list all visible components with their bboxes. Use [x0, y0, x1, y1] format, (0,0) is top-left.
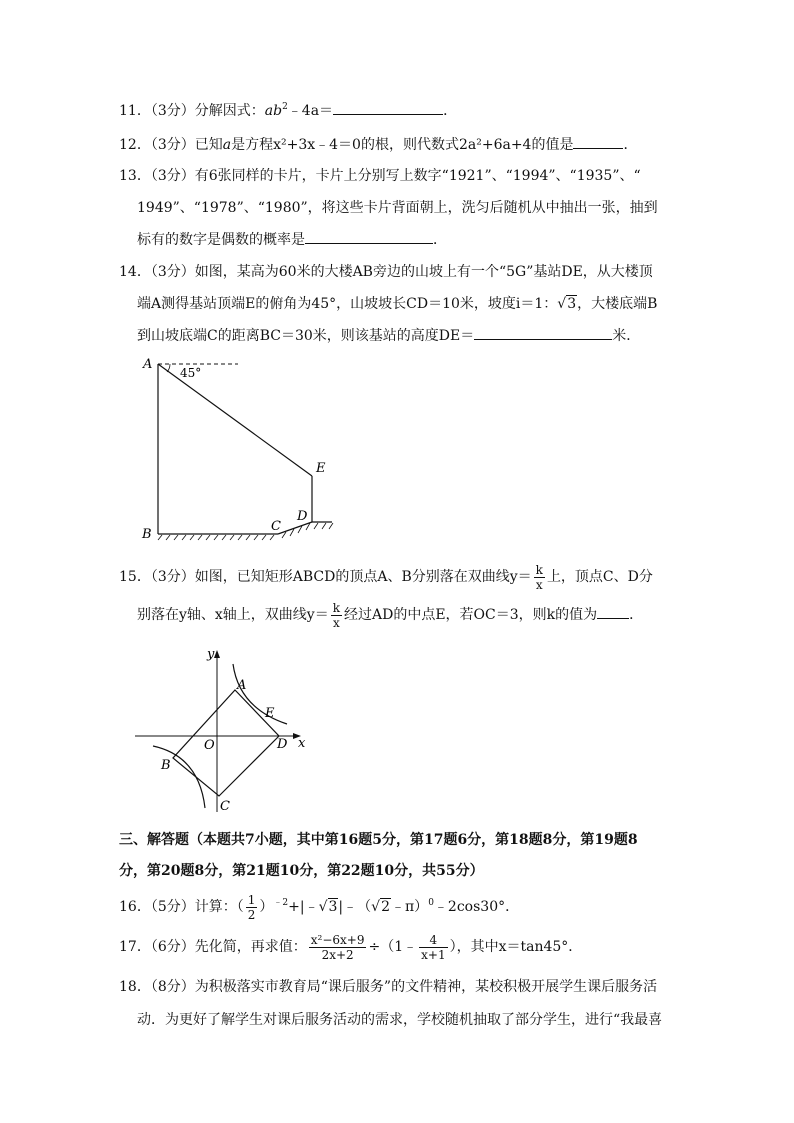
- question-11: 11．（3分）分解因式：$ab^2﹣4a=$ ．: [119, 102, 458, 119]
- section-3-heading-line-2: 分，第20题8分，第21题10分，第22题10分，共55分）: [119, 863, 484, 879]
- question-13-line-3: 标有的数字是偶数的概率是 ．: [137, 229, 447, 250]
- question-12: 12．（3分）已知a是方程x²+3x﹣4＝0的根，则代数式2a²+6a+4的值是 ．: [119, 134, 637, 155]
- question-18: 18．（8分）为积极落实市教育局“课后服务”的文件精神，某校积极开展学生课后服务活: [119, 979, 658, 995]
- figure-15-diagram: [135, 642, 315, 814]
- label-b: B: [142, 527, 152, 542]
- fraction-1: $\frac{\text{x²−6x+9}}{2x+2}$: [310, 932, 365, 962]
- label-e: E: [265, 706, 275, 721]
- angle-label: 45°: [180, 366, 202, 380]
- label-x: x: [298, 736, 306, 751]
- fraction-one-half: $\frac{1}{2}$: [247, 892, 256, 922]
- answer-blank[interactable]: [573, 134, 623, 149]
- fraction-2: $\frac{4}{x+1}$: [421, 932, 446, 962]
- question-18-line-2: 动．为更好了解学生对课后服务活动的需求，学校随机抽取了部分学生，进行“我最喜: [137, 1012, 663, 1028]
- fraction-k-over-x: $\frac{k}{x}$: [535, 562, 543, 592]
- y-axis-arrow: [214, 650, 220, 658]
- rectangle-abcd: [173, 690, 279, 796]
- question-17: 17．（6分）先化简，再求值： $\frac{\text{x²−6x+9}}{2x+2}$ ÷（1﹣ $\frac{4}{x+1}$ ），其中x＝tan45°．: [119, 932, 583, 962]
- label-d: D: [277, 737, 288, 752]
- answer-blank[interactable]: [305, 229, 433, 244]
- question-13-line-2: 1949”、“1978”、“1980”，将这些卡片背面朝上，洗匀后随机从中抽出一张，抽到: [137, 200, 658, 216]
- question-15: 15．（3分）如图，已知矩形ABCD的顶点A、B分别落在双曲线y＝ $\frac{k}{x}$ 上，顶点C、D分: [119, 562, 653, 592]
- ground-hatching: [158, 523, 333, 540]
- label-a: A: [237, 678, 247, 693]
- label-d: D: [297, 509, 308, 524]
- fraction-k-over-x: $\frac{k}{x}$: [332, 600, 340, 630]
- sight-line-ae: [158, 364, 312, 476]
- answer-blank[interactable]: [597, 604, 629, 619]
- label-b: B: [161, 758, 171, 773]
- question-15-line-2: 别落在y轴、x轴上，双曲线y＝ $\frac{k}{x}$ 经过AD的中点E，若OC＝3，则k的值为 ．: [137, 600, 644, 630]
- label-y: y: [207, 647, 215, 662]
- answer-blank[interactable]: [474, 325, 612, 340]
- question-16: 16．（5分）计算：（ $\frac{1}{2}$ ）$^{﹣2}$+|﹣√3|﹣（√2﹣π）$^0$﹣2cos30°．: [119, 892, 520, 922]
- label-c: C: [271, 519, 281, 534]
- figure-14-diagram: [130, 350, 350, 550]
- answer-blank[interactable]: [333, 100, 443, 115]
- question-14-line-2: 端A测得基站顶端E的俯角为45°，山坡坡长CD＝10米，坡度i＝1：√3，大楼底端B: [137, 296, 658, 312]
- question-13: 13．（3分）有6张同样的卡片，卡片上分别写上数字“1921”、“1994”、“1935”、“: [119, 168, 641, 184]
- label-a: A: [143, 357, 153, 372]
- label-c: C: [220, 799, 230, 814]
- hyperbola-lower: [153, 746, 205, 808]
- label-e: E: [316, 461, 326, 476]
- section-3-heading: 三、解答题（本题共7小题，其中第16题5分，第17题6分，第18题8分，第19题8: [119, 832, 638, 848]
- question-14-line-3: 到山坡底端C的距离BC＝30米，则该基站的高度DE＝ 米．: [137, 325, 640, 346]
- hyperbola-upper: [233, 664, 287, 724]
- label-o: O: [204, 738, 215, 753]
- question-14: 14．（3分）如图，某高为60米的大楼AB旁边的山坡上有一个“5G”基站DE，从大楼顶: [119, 264, 653, 280]
